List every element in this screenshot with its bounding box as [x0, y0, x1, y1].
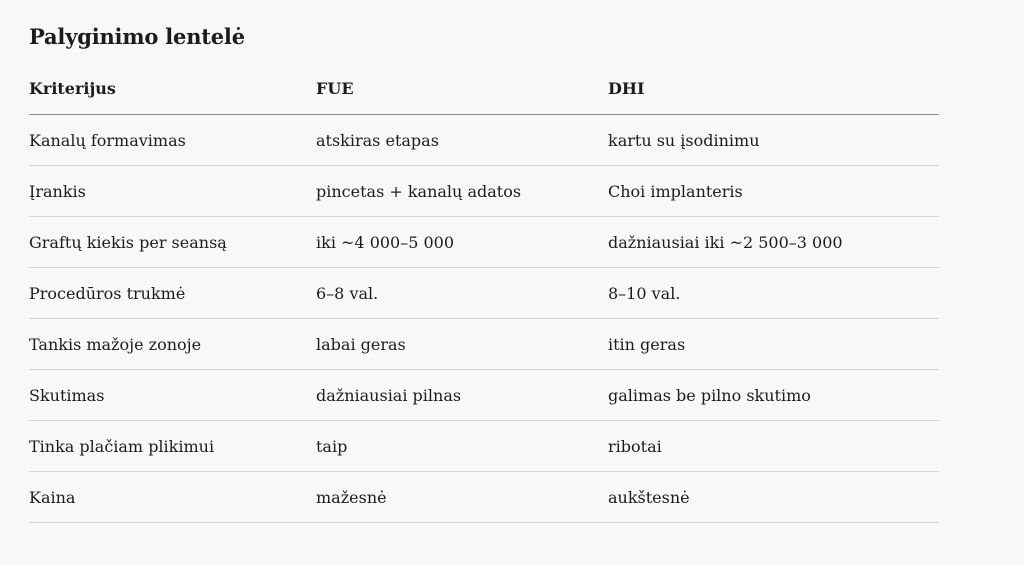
criterion-cell: Graftų kiekis per seansą [29, 217, 316, 268]
criterion-cell: Kaina [29, 472, 316, 523]
dhi-cell: 8–10 val. [608, 268, 939, 319]
table-row [29, 166, 939, 217]
table-row [29, 421, 939, 472]
dhi-cell: itin geras [608, 319, 939, 370]
criterion-cell: Įrankis [29, 166, 316, 217]
fue-cell: 6–8 val. [316, 268, 608, 319]
table-row [29, 319, 939, 370]
column-header-fue: FUE [316, 63, 608, 115]
table-header-row [29, 63, 939, 115]
criterion-cell: Procedūros trukmė [29, 268, 316, 319]
comparison-table [29, 63, 939, 523]
criterion-cell: Tankis mažoje zonoje [29, 319, 316, 370]
fue-cell: taip [316, 421, 608, 472]
table-row [29, 115, 939, 166]
fue-cell: atskiras etapas [316, 115, 608, 166]
criterion-cell: Kanalų formavimas [29, 115, 316, 166]
fue-cell: labai geras [316, 319, 608, 370]
fue-cell: dažniausiai pilnas [316, 370, 608, 421]
table-row [29, 217, 939, 268]
table-row [29, 472, 939, 523]
column-header-dhi: DHI [608, 63, 939, 115]
dhi-cell: dažniausiai iki ~2 500–3 000 [608, 217, 939, 268]
table-row [29, 268, 939, 319]
criterion-cell: Tinka plačiam plikimui [29, 421, 316, 472]
table-row [29, 370, 939, 421]
page-title: Palyginimo lentelė [29, 24, 245, 49]
fue-cell: mažesnė [316, 472, 608, 523]
criterion-cell: Skutimas [29, 370, 316, 421]
dhi-cell: galimas be pilno skutimo [608, 370, 939, 421]
dhi-cell: ribotai [608, 421, 939, 472]
fue-cell: pincetas + kanalų adatos [316, 166, 608, 217]
fue-cell: iki ~4 000–5 000 [316, 217, 608, 268]
dhi-cell: aukštesnė [608, 472, 939, 523]
dhi-cell: kartu su įsodinimu [608, 115, 939, 166]
dhi-cell: Choi implanteris [608, 166, 939, 217]
column-header-criterion: Kriterijus [29, 63, 316, 115]
